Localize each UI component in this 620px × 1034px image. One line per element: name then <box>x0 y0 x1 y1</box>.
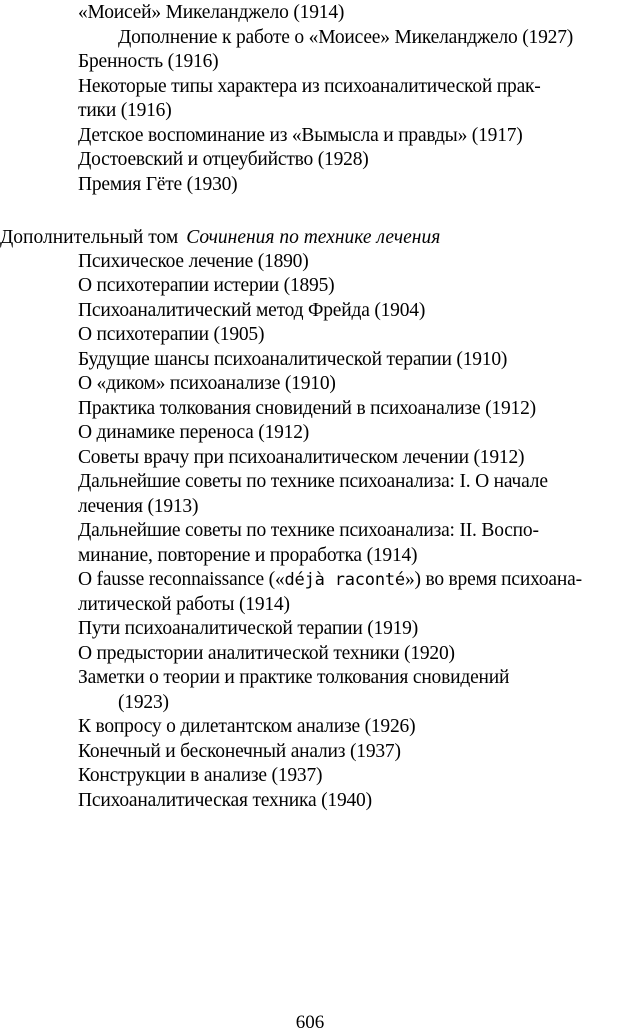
list-item: Премия Гёте (1930) <box>78 174 238 195</box>
list-item: Заметки о теории и практике толкования сновидений <box>78 667 510 688</box>
list-item: О предыстории аналитической техники (1920) <box>78 643 455 664</box>
list-item: Дальнейшие советы по технике психоанализа: II. Воспо- <box>78 520 539 541</box>
list-item: О психотерапии истерии (1895) <box>78 275 335 296</box>
list-item: Дальнейшие советы по технике психоанализа: I. О начале <box>78 471 548 492</box>
volume-title: Сочинения по технике лечения <box>186 227 441 248</box>
list-item: Советы врачу при психоаналитическом лечении (1912) <box>78 447 525 468</box>
list-item: «Моисей» Микеланджело (1914) <box>78 2 345 23</box>
list-item-continuation: лечения (1913) <box>78 496 199 517</box>
list-item: Достоевский и отцеубийство (1928) <box>78 149 369 170</box>
list-item: Конструкции в анализе (1937) <box>78 765 323 786</box>
list-item-continuation: тики (1916) <box>78 100 172 121</box>
list-item: Психическое лечение (1890) <box>78 251 309 272</box>
list-item <box>78 568 618 593</box>
list-item: К вопросу о дилетантском анализе (1926) <box>78 716 416 737</box>
list-item: О «диком» психоанализе (1910) <box>78 373 336 394</box>
list-item-continuation: (1923) <box>118 692 169 713</box>
list-item: Будущие шансы психоаналитической терапии (1910) <box>78 349 508 370</box>
list-item: Конечный и бесконечный анализ (1937) <box>78 741 401 762</box>
list-item-continuation: минание, повторение и проработка (1914) <box>78 545 418 566</box>
list-item-text: ») во время психоана- <box>404 569 582 590</box>
list-item: Психоаналитическая техника (1940) <box>78 790 372 811</box>
list-item: Психоаналитический метод Фрейда (1904) <box>78 300 426 321</box>
volume-heading <box>0 226 440 251</box>
list-item-text: О fausse reconnaissance (« <box>78 569 285 590</box>
list-item: Пути психоаналитической терапии (1919) <box>78 618 419 639</box>
list-item: О динамике переноса (1912) <box>78 422 310 443</box>
list-item: Дополнение к работе о «Моисее» Микеланджело (1927) <box>118 27 574 48</box>
list-item: Практика толкования сновидений в психоанализе (1912) <box>78 398 536 419</box>
list-item: Бренность (1916) <box>78 51 219 72</box>
list-item-continuation: литической работы (1914) <box>78 594 290 615</box>
volume-label: Дополнительный том <box>0 227 179 248</box>
page-number: 606 <box>295 1012 325 1033</box>
list-item <box>78 75 618 100</box>
foreign-phrase: déjà raconté <box>284 570 405 590</box>
list-item-line: Некоторые типы характера из психоаналитической прак- <box>78 76 541 97</box>
list-item: О психотерапии (1905) <box>78 324 265 345</box>
list-item: Детское воспоминание из «Вымысла и правды» (1917) <box>78 125 523 146</box>
